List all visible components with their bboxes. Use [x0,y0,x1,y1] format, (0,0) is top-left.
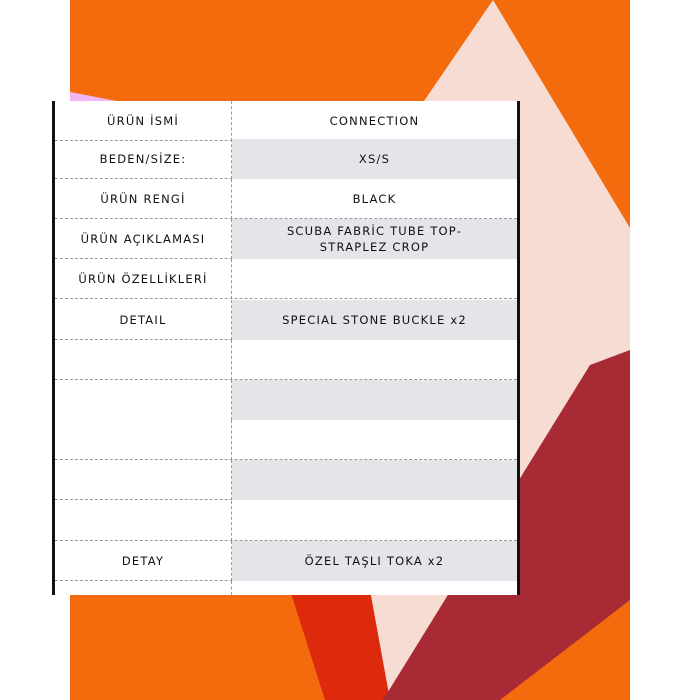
row-label: ÜRÜN RENGİ [55,179,232,219]
row-value [232,460,517,500]
row-value [232,501,517,541]
row-value [232,420,517,460]
table-row [55,541,517,581]
table-row [55,340,517,380]
row-label: ÜRÜN AÇIKLAMASI [55,219,232,259]
row-label: BEDEN/SİZE: [55,139,232,179]
row-label: DETAY [55,541,232,581]
table-row [55,300,517,340]
table-row [55,179,517,219]
row-value [232,340,517,380]
table-row [55,101,517,141]
table-row [55,581,517,595]
table-row [55,380,517,420]
product-spec-table [52,101,520,595]
row-label: ÜRÜN İSMİ [55,101,232,141]
table-row [55,460,517,500]
row-value: CONNECTION [329,114,420,128]
row-label [55,581,232,595]
row-label: DETAIL [55,300,232,340]
row-value: XS/S [232,139,517,179]
row-label [55,420,232,460]
table-row [55,259,517,299]
row-label [55,380,232,420]
row-label [55,340,232,380]
row-label [55,460,232,500]
row-value [232,581,517,595]
row-value [232,259,517,299]
row-label [55,501,232,541]
table-row [55,139,517,179]
row-value: BLACK [352,192,397,206]
row-value: SCUBA FABRİC TUBE TOP- STRAPLEZ CROP [232,219,517,259]
row-value: ÖZEL TAŞLI TOKA x2 [232,541,517,581]
table-row [55,219,517,259]
row-value: SPECIAL STONE BUCKLE x2 [232,300,517,340]
table-row [55,501,517,541]
row-value [232,380,517,420]
table-row [55,420,517,460]
row-label: ÜRÜN ÖZELLİKLERİ [55,259,232,299]
